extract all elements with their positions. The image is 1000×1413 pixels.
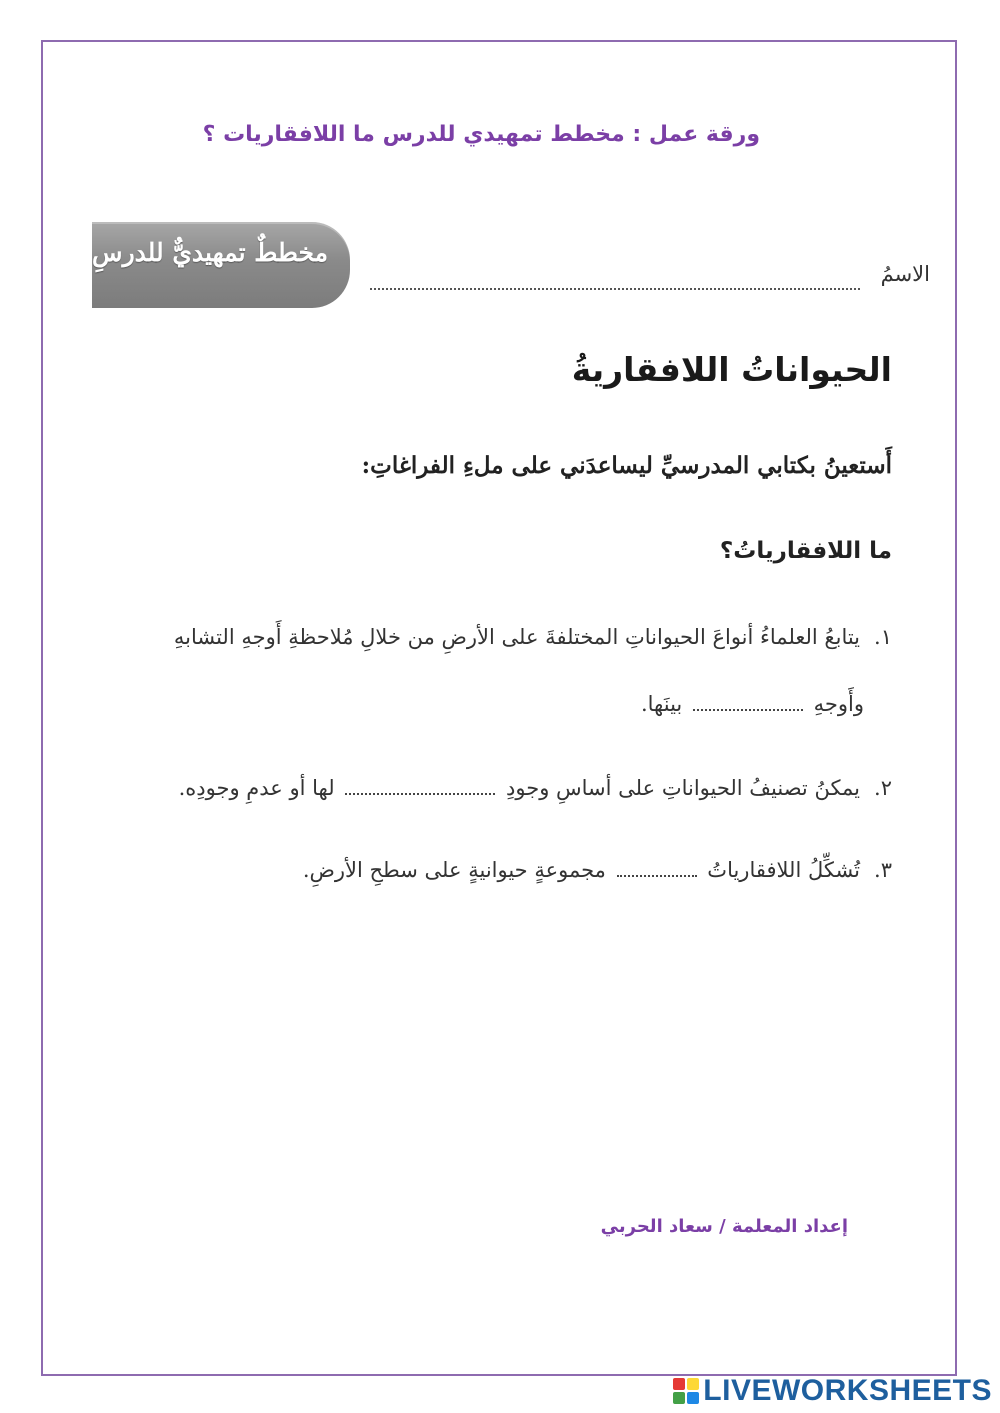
name-row bbox=[370, 262, 930, 296]
item-number: ٢. bbox=[874, 776, 892, 800]
question-item-2 bbox=[179, 776, 892, 800]
lesson-title: الحيواناتُ اللافقاريةُ bbox=[571, 350, 892, 389]
item-text-before: وأَوجهِ bbox=[813, 692, 864, 716]
instruction-text: أَستعينُ بكتابي المدرسيِّ ليساعدَني على ملءِ الفراغاتِ: bbox=[361, 452, 892, 479]
question-item-1-line-2 bbox=[641, 692, 864, 716]
item-text-after: بينَها. bbox=[640, 692, 683, 716]
fill-blank-1[interactable] bbox=[693, 708, 803, 711]
item-text-before: تُشكِّلُ اللافقارياتُ bbox=[707, 858, 861, 882]
item-number: ١. bbox=[874, 625, 892, 649]
liveworksheets-grid-icon bbox=[673, 1378, 699, 1404]
item-text-after: لها أو عدمِ وجودِه. bbox=[178, 776, 335, 800]
teacher-credit: إعداد المعلمة / سعاد الحربي bbox=[600, 1216, 848, 1237]
name-input-line[interactable] bbox=[370, 288, 860, 290]
item-number: ٣. bbox=[874, 858, 892, 882]
question-item-1 bbox=[174, 625, 892, 649]
fill-blank-2[interactable] bbox=[345, 792, 495, 795]
item-text-after: مجموعةٍ حيوانيةٍ على سطحِ الأرضِ. bbox=[302, 858, 606, 882]
worksheet-title: ورقة عمل : مخطط تمهيدي للدرس ما اللافقاريات ؟ bbox=[202, 122, 760, 147]
question-item-3 bbox=[303, 858, 892, 882]
logo-text: LIVEWORKSHEETS bbox=[703, 1374, 992, 1407]
name-label: الاسمُ bbox=[880, 262, 930, 286]
fill-blank-3[interactable] bbox=[617, 874, 697, 877]
item-text-before: يمكنُ تصنيفُ الحيواناتِ على أساسِ وجودِ bbox=[506, 776, 861, 800]
item-text: يتابعُ العلماءُ أنواعَ الحيواناتِ المختلفةَ على الأرضِ من خلالِ مُلاحظةِ أَوجهِ التشابهِ bbox=[173, 625, 861, 649]
question-heading: ما اللافقارياتُ؟ bbox=[719, 538, 892, 564]
liveworksheets-logo[interactable] bbox=[673, 1373, 992, 1409]
banner-label: مخططٌ تمهيديٌّ للدرسِ bbox=[92, 238, 328, 267]
